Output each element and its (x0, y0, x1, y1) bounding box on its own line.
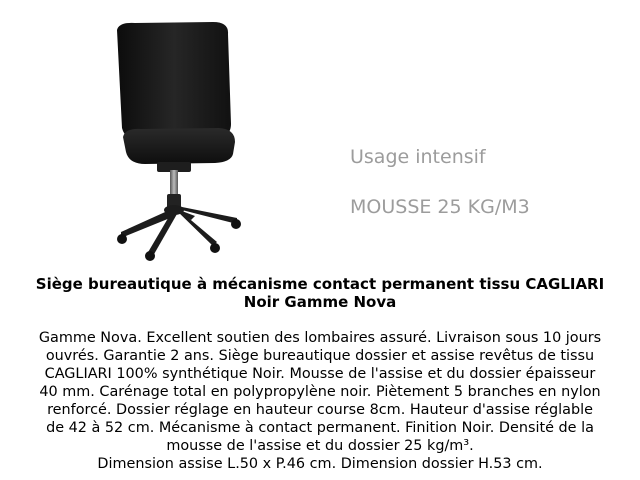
description-line: Gamme Nova. Excellent soutien des lombaires assuré. Livraison sous 10 jours (38, 330, 602, 346)
description-line: renforcé. Dossier réglage en hauteur course 8cm. Hauteur d'assise réglable (47, 402, 593, 418)
product-title (0, 275, 640, 311)
feature-usage: Usage intensif (350, 146, 486, 168)
description-line: de 42 à 52 cm. Mécanisme à contact permanent. Finition Noir. Densité de la (46, 420, 594, 436)
office-chair-illustration (95, 12, 255, 262)
description-line: 40 mm. Carénage total en polypropylène noir. Piètement 5 branches en nylon (39, 384, 601, 400)
office-chair-image (95, 12, 255, 262)
product-description (4, 329, 636, 473)
description-line: mousse de l'assise et du dossier 25 kg/m³. (166, 438, 474, 454)
description-line: CAGLIARI 100% synthétique Noir. Mousse de l'assise et du dossier épaisseur (44, 366, 596, 382)
product-title-line: Siège bureautique à mécanisme contact permanent tissu CAGLIARI (35, 275, 605, 293)
feature-foam-density: MOUSSE 25 KG/M3 (350, 196, 530, 218)
description-line: Dimension assise L.50 x P.46 cm. Dimension dossier H.53 cm. (97, 456, 543, 472)
description-line: ouvrés. Garantie 2 ans. Siège bureautique dossier et assise revêtus de tissu (45, 348, 595, 364)
product-title-line: Noir Gamme Nova (243, 293, 397, 311)
